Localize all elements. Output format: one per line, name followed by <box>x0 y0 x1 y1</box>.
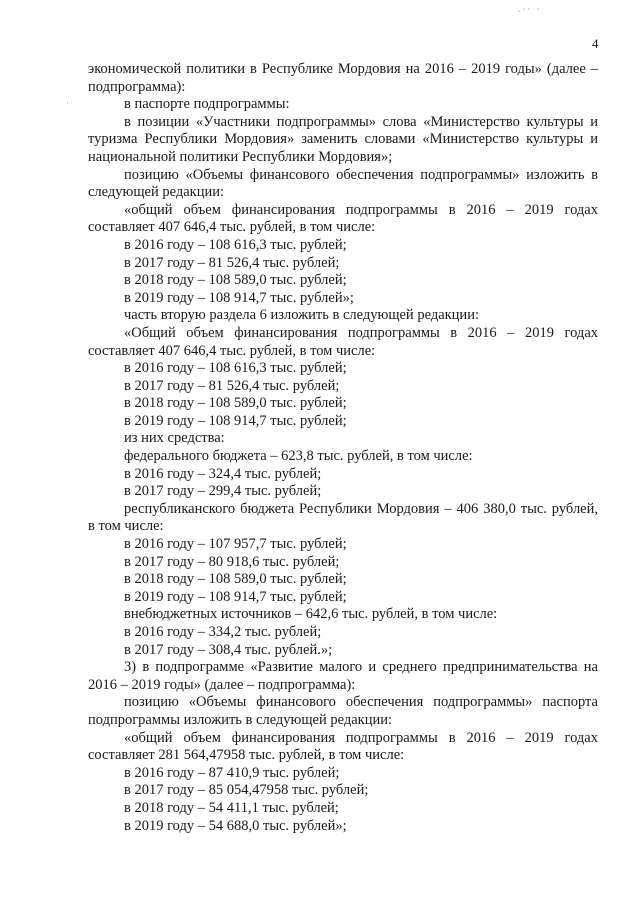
list-item: в 2017 году – 81 526,4 тыс. рублей; <box>124 377 340 394</box>
list-item: в 2016 году – 107 957,7 тыс. рублей; <box>124 536 347 553</box>
paragraph: «общий объем финансирования подпрограммы в 2016 – 2019 годах составляет 281 564,47958 тыс. рублей, в том числе: <box>88 729 598 764</box>
list-item: в 2016 году – 324,4 тыс. рублей; <box>124 465 322 482</box>
list-item: в 2017 году – 85 054,47958 тыс. рублей; <box>124 782 369 799</box>
list-item: в 2016 году – 108 616,3 тыс. рублей; <box>124 360 347 377</box>
paragraph: позицию «Объемы финансового обеспечения подпрограммы» изложить в следующей редакции: <box>88 166 598 201</box>
list-item: в 2018 году – 54 411,1 тыс. рублей; <box>124 799 339 816</box>
list-item: в 2016 году – 108 616,3 тыс. рублей; <box>124 236 347 253</box>
list-item: в 2019 году – 108 914,7 тыс. рублей; <box>124 588 347 605</box>
scan-mark-side: · <box>66 98 69 108</box>
list-item: в 2019 году – 108 914,7 тыс. рублей; <box>124 412 347 429</box>
paragraph: в паспорте подпрограммы: <box>124 96 290 113</box>
list-item: в 2019 году – 108 914,7 тыс. рублей»; <box>124 289 354 306</box>
page-number: 4 <box>592 36 599 51</box>
list-item: внебюджетных источников – 642,6 тыс. рублей, в том числе: <box>124 606 498 623</box>
list-item: в 2018 году – 108 589,0 тыс. рублей; <box>124 571 347 588</box>
paragraph: «Общий объем финансирования подпрограммы в 2016 – 2019 годах составляет 407 646,4 тыс. рублей, в том числе: <box>88 324 598 359</box>
list-item: в 2017 году – 308,4 тыс. рублей.»; <box>124 641 333 658</box>
list-item: федерального бюджета – 623,8 тыс. рублей, в том числе: <box>124 448 473 465</box>
list-item: в 2016 году – 87 410,9 тыс. рублей; <box>124 764 340 781</box>
list-item: в 2017 году – 81 526,4 тыс. рублей; <box>124 254 340 271</box>
paragraph: в позиции «Участники подпрограммы» слова «Министерство культуры и туризма Республики Мордовия» заменить словами «Министерство культуры и национальной политики Республики Мордовия»; <box>88 113 598 165</box>
paragraph: экономической политики в Республике Мордовия на 2016 – 2019 годы» (далее – подпрограмма): <box>88 61 598 95</box>
list-item: в 2017 году – 80 918,6 тыс. рублей; <box>124 553 340 570</box>
paragraph: «общий объем финансирования подпрограммы в 2016 – 2019 годах составляет 407 646,4 тыс. рублей, в том числе: <box>88 201 598 236</box>
list-item: в 2016 году – 334,2 тыс. рублей; <box>124 624 322 640</box>
list-item: в 2017 году – 299,4 тыс. рублей; <box>124 483 322 500</box>
document-body <box>88 61 598 835</box>
list-item: в 2018 году – 108 589,0 тыс. рублей; <box>124 272 347 289</box>
list-item: в 2019 году – 54 688,0 тыс. рублей»; <box>124 817 347 834</box>
paragraph: республиканского бюджета Республики Мордовия – 406 380,0 тыс. рублей, в том числе: <box>88 500 598 535</box>
list-item: в 2018 году – 108 589,0 тыс. рублей; <box>124 395 347 412</box>
paragraph: 3) в подпрограмме «Развитие малого и среднего предпринимательства на 2016 – 2019 годы» (далее – подпрограмма): <box>88 659 598 693</box>
paragraph: часть вторую раздела 6 изложить в следующей редакции: <box>124 307 479 324</box>
paragraph: позицию «Объемы финансового обеспечения подпрограммы» паспорта подпрограммы изложить в следующей редакции: <box>88 694 598 728</box>
list-item: из них средства: <box>124 430 225 447</box>
scan-mark-top: .·· · <box>518 4 542 14</box>
